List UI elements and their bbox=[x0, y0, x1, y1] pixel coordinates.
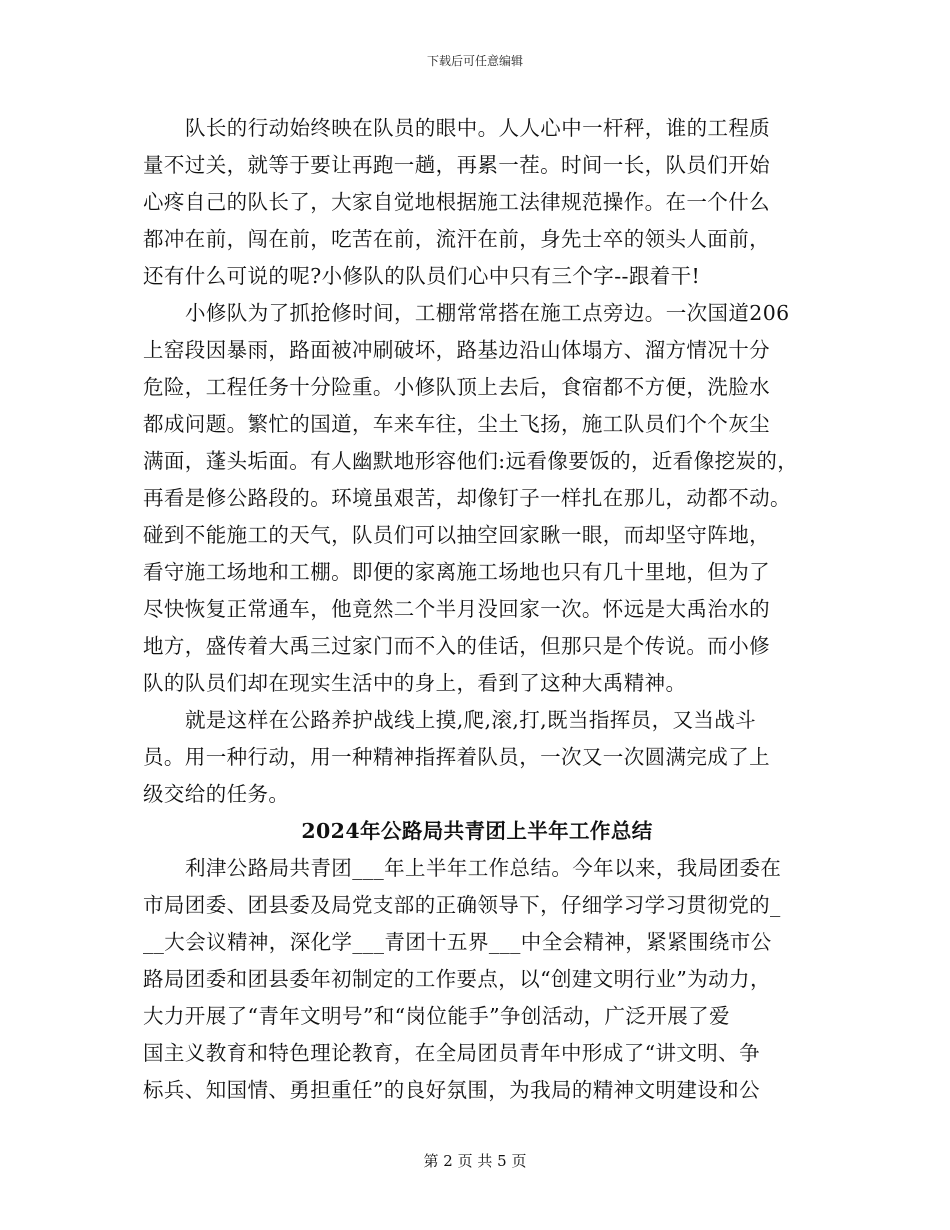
text-line: 都冲在前，闯在前，吃苦在前，流汗在前，身先士卒的领头人面前， bbox=[143, 227, 770, 251]
text-line: 心疼自己的队长了，大家自觉地根据施工法律规范操作。在一个什么 bbox=[143, 190, 770, 214]
text-line: 再看是修公路段的。环境虽艰苦，却像钉子一样扎在那儿，动都不动。 bbox=[143, 486, 791, 510]
text-line: __大会议精神，深化学___青团十五界___中全会精神，紧紧围绕市公 bbox=[143, 930, 772, 954]
text-line: 碰到不能施工的天气，队员们可以抽空回家瞅一眼，而却坚守阵地， bbox=[143, 523, 770, 547]
page-number-footer: 第 2 页 共 5 页 bbox=[423, 1152, 527, 1170]
text-line: 利津公路局共青团___年上半年工作总结。今年以来，我局团委在 bbox=[185, 856, 782, 880]
text-line: 级交给的任务。 bbox=[143, 782, 290, 806]
text-line: 看守施工场地和工棚。即便的家离施工场地也只有几十里地，但为了 bbox=[143, 560, 770, 584]
text-line: 国主义教育和特色理论教育，在全局团员青年中形成了“讲文明、争 bbox=[143, 1041, 760, 1065]
section-title: 2024年公路局共青团上半年工作总结 bbox=[301, 819, 653, 843]
text-line: 还有什么可说的呢?小修队的队员们心中只有三个字--跟着干! bbox=[143, 264, 701, 288]
page-header-note: 下载后可任意编辑 bbox=[426, 54, 523, 68]
text-line: 路局团委和团县委年初制定的工作要点，以“创建文明行业”为动力， bbox=[143, 967, 771, 991]
text-line: 量不过关，就等于要让再跑一趟，再累一茬。时间一长，队员们开始 bbox=[143, 153, 770, 177]
text-line: 标兵、知国情、勇担重任”的良好氛围，为我局的精神文明建设和公 bbox=[143, 1078, 760, 1102]
text-line: 上窑段因暴雨，路面被冲刷破坏，路基边沿山体塌方、溜方情况十分 bbox=[143, 338, 770, 362]
text-line: 队的队员们却在现实生活中的身上，看到了这种大禹精神。 bbox=[143, 671, 687, 695]
text-line: 队长的行动始终映在队员的眼中。人人心中一杆秤，谁的工程质 bbox=[185, 116, 771, 140]
text-line: 尽快恢复正常通车，他竟然二个半月没回家一次。怀远是大禹治水的 bbox=[143, 597, 770, 621]
text-line: 就是这样在公路养护战线上摸,爬,滚,打,既当指挥员，又当战斗 bbox=[185, 708, 757, 732]
text-line: 员。用一种行动，用一种精神指挥着队员，一次又一次圆满完成了上 bbox=[143, 745, 770, 769]
text-line: 地方，盛传着大禹三过家门而不入的佳话，但那只是个传说。而小修 bbox=[143, 634, 770, 658]
text-line: 危险，工程任务十分险重。小修队顶上去后，食宿都不方便，洗脸水 bbox=[143, 375, 770, 399]
text-line: 大力开展了“青年文明号”和“岗位能手”争创活动，广泛开展了爱 bbox=[143, 1004, 730, 1028]
document-body bbox=[143, 110, 811, 1109]
text-line: 小修队为了抓抢修时间，工棚常常搭在施工点旁边。一次国道206 bbox=[185, 301, 790, 325]
text-line: 都成问题。繁忙的国道，车来车往，尘土飞扬，施工队员们个个灰尘 bbox=[143, 412, 770, 436]
text-line: 满面，蓬头垢面。有人幽默地形容他们:远看像要饭的，近看像挖炭的， bbox=[143, 449, 799, 473]
text-line: 市局团委、团县委及局党支部的正确领导下，仔细学习学习贯彻党的_ bbox=[143, 893, 781, 917]
